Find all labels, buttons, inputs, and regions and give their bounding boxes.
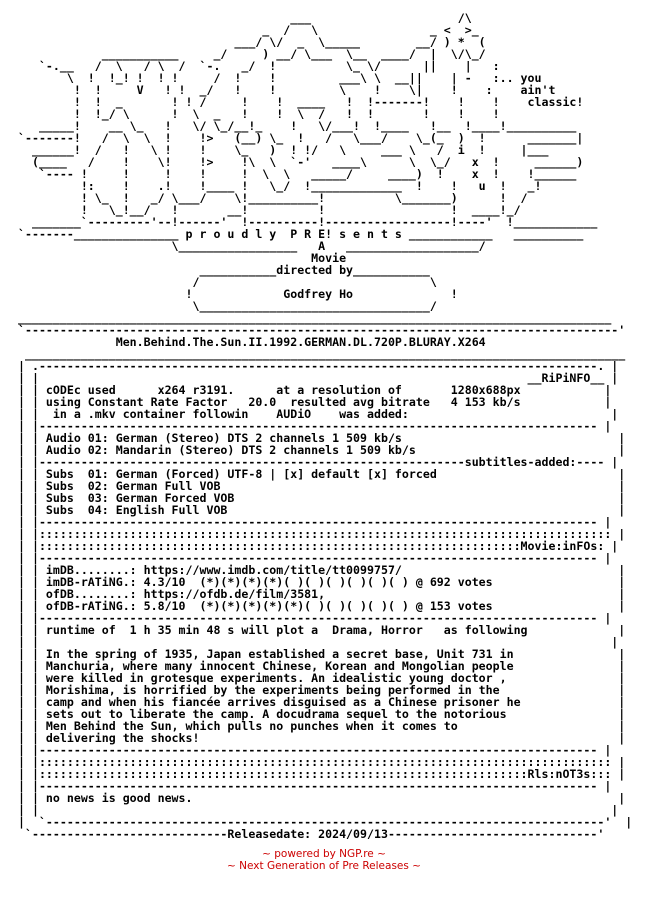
nfo-line: ___/ \/ _ \_____ __/ ) * ( [18,35,486,49]
nfo-line: | | __RiPiNFO__ | [18,371,619,385]
nfo-line: | | Subs 02: German Full VOB | [18,479,626,493]
nfo-line: _ / \ _ < >_ [18,23,479,37]
nfo-line: ______________________________________________________________________________________ [18,347,626,361]
nfo-line: | | runtime of 1 h 35 min 48 s will plot a Drama, Horror as following | [18,623,626,637]
nfo-line: | | Manchuria, where many innocent Chinese, Korean and Mongolian people | [18,659,626,673]
nfo-line: | .--------------------------------------------------------------------------------. | [18,359,619,373]
nfo-line: | | were killed in grotesque experiments. An idealistic young doctor , | [18,671,626,685]
nfo-line: \ ! !_! ! ! ! / ! ! ___\ \ __|| | - :.. you [18,71,542,85]
nfo-line: ! ! V ! ! _/ ! ! \ ! \| ! : ain't [18,83,556,97]
nfo-line: !: ! .! !____ ! \_/ !_____________ ! ! u ! _! [18,179,542,193]
nfo-line: | |-------------------------------------------------------------------------------- | [18,743,612,757]
nfo-line: | | camp and when his fiancée arrives disguised as a Chinese prisoner he | [18,695,626,709]
footer-tagline: ~ Next Generation of Pre Releases ~ [227,860,421,872]
nfo-line: ! !_/ \ ! \ _ ! ! \ / ! ! ! ! ! [18,107,500,121]
nfo-line: | | Morishima, is horrified by the experiments being performed in the | [18,683,626,697]
nfo-line: | | In the spring of 1935, Japan established a secret base, Unit 731 in | [18,647,626,661]
nfo-line: | | | [18,803,619,817]
nfo-line: | | in a .mkv container followin AUDiO was added: | [18,407,619,421]
nfo-line: | |:::::::::::::::::::::::::::::::::::::::::::::::::::::::::::::::::::::Movie:inFOs: | [18,539,619,553]
nfo-line: _______`---------'--!------' !----------!------------------!----' !____________ [18,215,598,229]
footer-powered-by: ~ powered by NGP.re ~ [262,848,386,860]
footer [0,848,648,872]
nfo-line: | | Audio 02: Mandarin (Stereo) DTS 2 channels 1 509 kb/s | [18,443,626,457]
nfo-line: ___ /\ [18,11,472,25]
nfo-line: ___________directed by___________ [18,263,430,277]
nfo-line: ___________ _/ ) __/ \___ \__ ____/ | \/\_/ [18,47,486,61]
nfo-line: `---- ! ! ! ! ! \ \ _____/ ____) ! x ! !______ [18,167,577,181]
nfo-line: | | Audio 01: German (Stereo) DTS 2 channels 1 509 kb/s | [18,431,626,445]
nfo-line: | |::::::::::::::::::::::::::::::::::::::::::::::::::::::::::::::::::::::Rls:nOT3s::: | [18,767,626,781]
nfo-line: `-------! / \ \ ! !> (__) \_ ! / \___/ \_(_ ) ! _______| [18,131,584,145]
nfo-line: | | Subs 04: English Full VOB | [18,503,626,517]
nfo-line: \_________________________________/ [18,299,437,313]
nfo-line: Men.Behind.The.Sun.II.1992.GERMAN.DL.720P.BLURAY.X264 [18,335,486,349]
nfo-line: ! \_!__/ ! __! ! ! ____!_/ [18,203,521,217]
nfo-line: | | no news is good news. | [18,791,626,805]
nfo-line: | | using Constant Rate Factor 20.0 resulted avg bitrate 4 153 kb/s | [18,395,612,409]
nfo-line: _____________________________________________________________________________________ [18,311,612,325]
nfo-line: | | | [18,635,619,649]
nfo-line: | |:::::::::::::::::::::::::::::::::::::::::::::::::::::::::::::::::::::::::::::::::: | [18,755,626,769]
nfo-line: Movie [18,251,347,265]
nfo-line: | | Subs 01: German (Forced) UTF-8 | [x] default [x] forced | [18,467,626,481]
nfo-line: | | sets out to liberate the camp. A docudrama sequel to the notorious | [18,707,626,721]
nfo-line: | |:::::::::::::::::::::::::::::::::::::::::::::::::::::::::::::::::::::::::::::::::: | [18,527,626,541]
nfo-line: `-.__ / \ / \ / `-. _/ ! \_ \/ || | : [18,59,500,73]
nfo-line: ! Godfrey Ho ! [18,287,458,301]
nfo-line: | |-------------------------------------------------------------------------------- | [18,551,612,565]
nfo-line: | |-------------------------------------------------------------------------------- | [18,419,612,433]
nfo-line: | | imDB-rATiNG.: 4.3/10 (*)(*)(*)(*)( )( )( )( )( )( ) @ 692 votes | [18,575,626,589]
nfo-line: | |-------------------------------------------------------------------------------- | [18,611,612,625]
nfo-line: | |-------------------------------------------------------------------------------- | [18,779,612,793]
nfo-line: ______! / ! \ ! ! \_ ) ! !/ \ ___ \ / i ! |___ [18,143,549,157]
nfo-line: | | ofDB-rATiNG.: 5.8/10 (*)(*)(*)(*)(*)( )( )( )( )( ) @ 153 votes | [18,599,626,613]
nfo-line: `-------------------------------------------------------------------------------------' [18,323,626,337]
nfo-line: | | imDB........: https://www.imdb.com/title/tt0099757/ | [18,563,626,577]
nfo-document [18,12,648,840]
nfo-line: `-------_______________ p r o u d l y P R E! s e n t s ____________ __________ [18,227,584,241]
nfo-line: ! \_ ! _/ \___/ \!__________! \_______) ! / [18,191,528,205]
nfo-line: | |-------------------------------------------------------------------------------- | [18,515,612,529]
nfo-line: | `--------------------------------------------------------------------------------' | [18,815,633,829]
nfo-line: | |-------------------------------------------------------------subtitles-added:---- | [18,455,619,469]
nfo-line: | | cODEc used x264 r3191. at a resolution of 1280x688px | [18,383,612,397]
nfo-line: | | Subs 03: German Forced VOB | [18,491,626,505]
nfo-line: | | ofDB........: https://ofdb.de/film/3581, | [18,587,626,601]
nfo-line: \_________________ A ___________________/ [18,239,486,253]
nfo-line: / \ [18,275,437,289]
nfo-line: `----------------------------Releasedate: 2024/09/13------------------------------' [18,827,605,841]
nfo-line: _____! __ \_ ! \/ \_/__!_ ! \/___! !____ !__ !____!__________ [18,119,577,133]
nfo-line: | | Men Behind the Sun, which pulls no punches when it comes to | [18,719,626,733]
nfo-line: | | delivering the shocks! | [18,731,626,745]
nfo-line: (____ / ! \! !> !\ \ `-' ____\ \ \_/ x ! ______) [18,155,584,169]
nfo-line: ! ! _ ! ! / ! ! ____ ! !-------! ! ! classic! [18,95,584,109]
